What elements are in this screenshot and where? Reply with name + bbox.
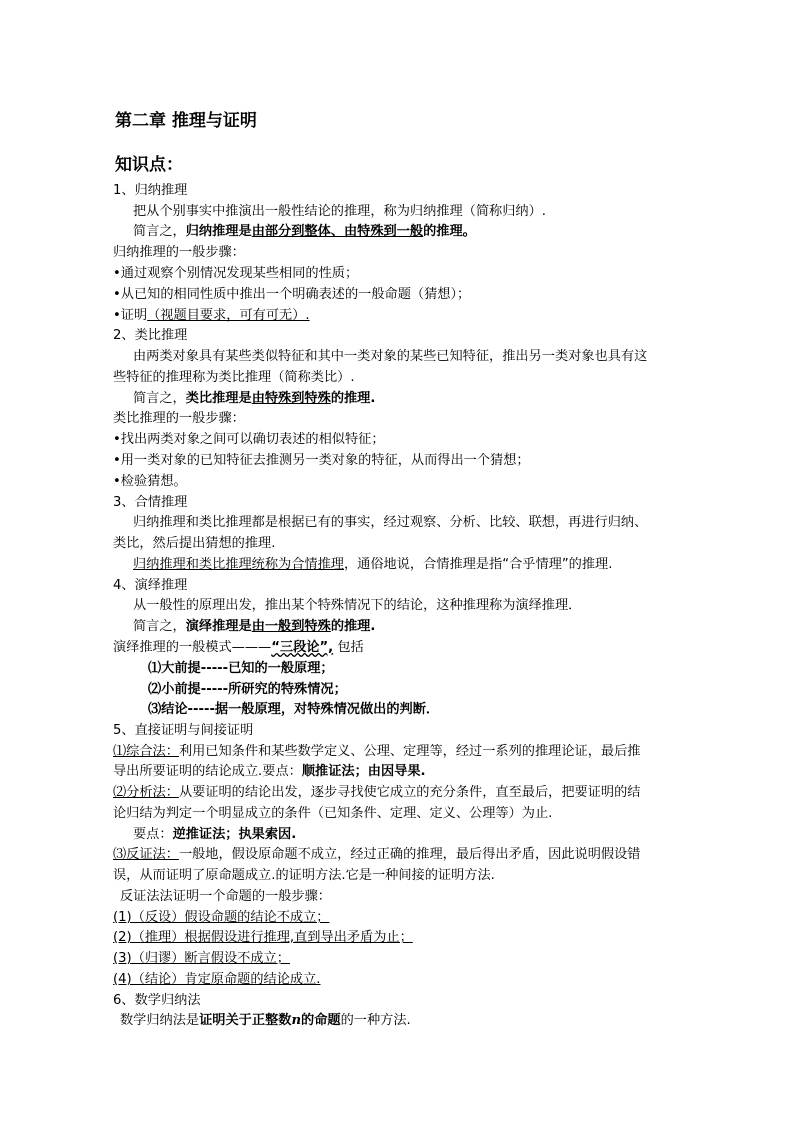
section-6-line: 数学归纳法是证明关于正整数n的命题的一种方法. bbox=[120, 1013, 411, 1028]
section-1-step: •通过观察个别情况发现某些相同的性质； bbox=[113, 266, 359, 281]
summary-underlined: 由部分到整体、由特殊到一般 bbox=[251, 224, 424, 239]
section-1-step: •从已知的相同性质中推出一个明确表述的一般命题（猜想）； bbox=[113, 287, 471, 302]
section-3-line1: 归纳推理和类比推理都是根据已有的事实，经过观察、分析、比较、联想，再进行归纳、 bbox=[133, 515, 648, 530]
section-4-item: ⑴大前提-----已知的一般原理； bbox=[148, 661, 334, 676]
section-2-heading: 2、类比推理 bbox=[113, 328, 188, 343]
section-2-step: •检验猜想。 bbox=[113, 474, 187, 489]
section-5-p2-line3: 要点：逆推证法；执果索因. bbox=[133, 827, 297, 842]
bullet-icon: • bbox=[113, 474, 121, 489]
section-4-definition: 从一般性的原理出发，推出某个特殊情况下的结论，这种推理称为演绎推理． bbox=[133, 598, 582, 613]
section-5-step: (1)（反设）假设命题的结论不成立； bbox=[113, 910, 330, 925]
section-2-definition-line1: 由两类对象具有某些类似特征和其中一类对象的某些已知特征，推出另一类对象也具有这 bbox=[133, 349, 648, 364]
section-5-steps-title: 反证法法证明一个命题的一般步骤： bbox=[120, 889, 331, 904]
bullet-icon: • bbox=[113, 308, 121, 323]
section-2-steps-title: 类比推理的一般步骤： bbox=[113, 411, 245, 426]
section-4-item: ⑵小前提-----所研究的特殊情况； bbox=[148, 682, 347, 697]
section-5-p3-line1: ⑶反证法：一般地，假设原命题不成立，经过正确的推理，最后得出矛盾，因此说明假设错 bbox=[113, 847, 641, 862]
section-5-p1-line2: 导出所要证明的结论成立.要点：顺推证法；由因导果. bbox=[113, 764, 426, 779]
bullet-icon: • bbox=[113, 266, 121, 281]
section-5-p2-line2: 论归结为判定一个明显成立的条件（已知条件、定理、定义、公理等）为止. bbox=[113, 806, 553, 821]
summary-bold-end: 的推理。 bbox=[423, 224, 476, 239]
section-5-p3-line2: 误，从而证明了原命题成立.的证明方法.它是一种间接的证明方法. bbox=[113, 868, 495, 883]
bullet-icon: • bbox=[113, 453, 121, 468]
section-1-steps-title: 归纳推理的一般步骤： bbox=[113, 245, 245, 260]
bullet-icon: • bbox=[113, 287, 121, 302]
summary-prefix: 简言之， bbox=[133, 224, 186, 239]
summary-bold: 归纳推理是 bbox=[185, 224, 252, 239]
section-3-heading: 3、合情推理 bbox=[113, 495, 188, 510]
section-1-step: •证明（视题目要求，可有可无）. bbox=[113, 308, 310, 323]
section-4-heading: 4、演绎推理 bbox=[113, 578, 188, 593]
section-5-step: (2)（推理）根据假设进行推理,直到导出矛盾为止； bbox=[113, 930, 413, 945]
section-2-definition-line2: 些特征的推理称为类比推理（简称类比）. bbox=[113, 370, 355, 385]
section-3-line3: 归纳推理和类比推理统称为合情推理，通俗地说，合情推理是指“合乎情理”的推理. bbox=[133, 557, 613, 572]
section-3-line2: 类比，然后提出猜想的推理. bbox=[113, 536, 276, 551]
section-6-heading: 6、数学归纳法 bbox=[113, 993, 201, 1008]
section-1-heading: 1、归纳推理 bbox=[113, 183, 188, 198]
section-1-definition: 把从个别事实中推演出一般性结论的推理，称为归纳推理（简称归纳）. bbox=[133, 204, 547, 219]
section-5-p1-line1: ⑴综合法：利用已知条件和某些数学定义、公理、定理等，经过一系列的推理论证，最后推 bbox=[113, 744, 641, 759]
section-5-heading: 5、直接证明与间接证明 bbox=[113, 723, 254, 738]
knowledge-heading: 知识点： bbox=[115, 155, 183, 175]
chapter-title: 第二章 推理与证明 bbox=[115, 111, 257, 131]
section-4-item: ⑶结论-----据一般原理，对特殊情况做出的判断． bbox=[148, 702, 440, 717]
section-4-summary: 简言之，演绎推理是由一般到特殊的推理. bbox=[133, 619, 376, 634]
section-5-p2-line1: ⑵分析法：从要证明的结论出发，逐步寻找使它成立的充分条件，直至最后，把要证明的结 bbox=[113, 785, 641, 800]
section-1-summary bbox=[133, 223, 476, 241]
bullet-icon: • bbox=[113, 432, 121, 447]
section-2-step: •用一类对象的已知特征去推测另一类对象的特征，从而得出一个猜想； bbox=[113, 453, 530, 468]
section-5-step: (3)（归谬）断言假设不成立； bbox=[113, 951, 290, 966]
section-2-step: •找出两类对象之间可以确切表述的相似特征； bbox=[113, 432, 385, 447]
section-5-step: (4)（结论）肯定原命题的结论成立. bbox=[113, 972, 321, 987]
section-4-mode: 演绎推理的一般模式———“三段论”, 包括 bbox=[113, 640, 364, 655]
section-2-summary: 简言之，类比推理是由特殊到特殊的推理. bbox=[133, 391, 376, 406]
